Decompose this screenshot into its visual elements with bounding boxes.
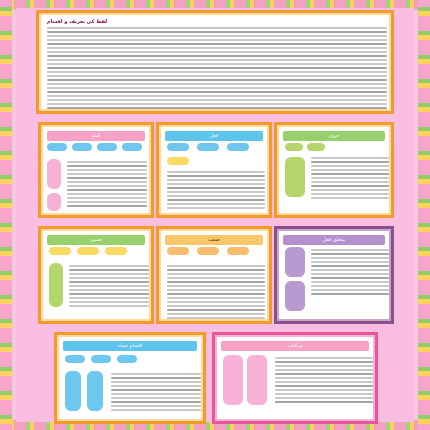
compounds-heading: مرکبات (221, 341, 369, 351)
poster-content (16, 8, 414, 422)
adverb-panel (274, 226, 394, 324)
sentence-types-heading: اقسامِ جملہ (63, 341, 197, 351)
decorative-border-left (0, 0, 12, 430)
intro-heading: لفظ کی تعریف و اقسام (47, 19, 108, 25)
decorative-border-right (418, 0, 430, 430)
pronoun-panel (38, 226, 154, 324)
verb-panel (156, 122, 272, 218)
intro-text-panel (36, 10, 394, 114)
compounds-panel (212, 332, 378, 424)
verb-heading: فعل (165, 131, 263, 141)
pronoun-heading: ضمیر (47, 235, 145, 245)
sentence-types-panel (54, 332, 206, 424)
noun-panel (38, 122, 154, 218)
adjective-heading: صفت (165, 235, 263, 245)
particle-panel (274, 122, 394, 218)
particle-heading: حرف (283, 131, 385, 141)
adjective-panel (156, 226, 272, 324)
noun-heading: اسم (47, 131, 145, 141)
adverb-heading: متعلق فعل (283, 235, 385, 245)
